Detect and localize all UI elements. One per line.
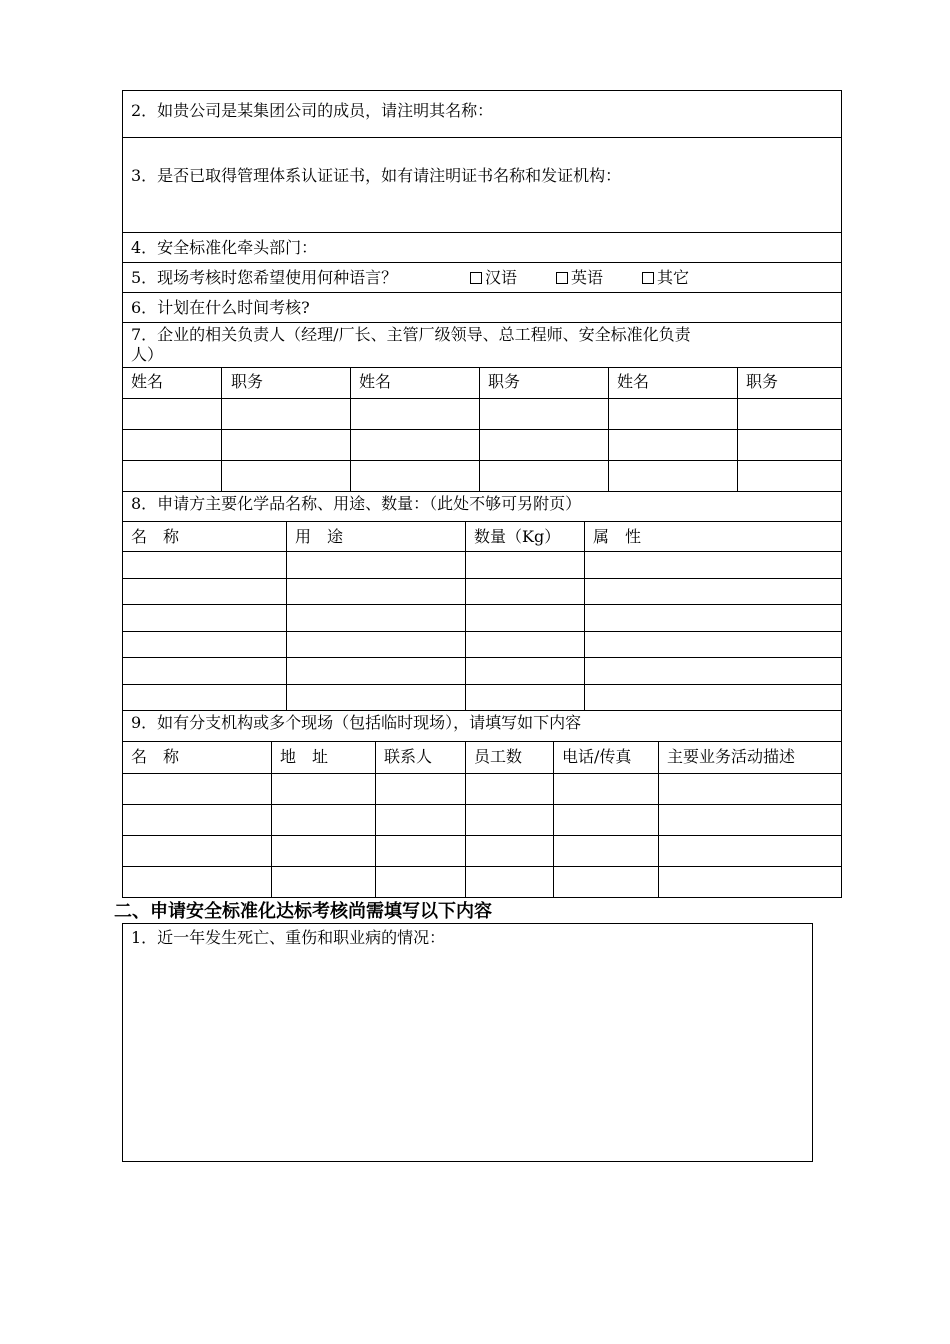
checkbox-english[interactable] (556, 272, 568, 284)
q8-header-property: 属 性 (593, 527, 642, 546)
q3-label: 3．是否已取得管理体系认证证书，如有请注明证书名称和发证机构： (131, 166, 622, 185)
q6-label: 6．计划在什么时间考核? (131, 298, 310, 317)
section-2-q1-box (122, 923, 813, 1162)
q8-header-quantity: 数量（Kg） (474, 527, 561, 546)
language-option-chinese[interactable] (470, 268, 517, 288)
q8-header-use: 用 途 (295, 527, 344, 546)
q7-header-title-1: 职务 (231, 372, 264, 391)
q7-header-title-3: 职务 (746, 372, 779, 391)
q7-header-title-2: 职务 (488, 372, 521, 391)
q7-header-name-1: 姓名 (131, 372, 164, 391)
q9-header-employees: 员工数 (474, 747, 523, 766)
checkbox-other[interactable] (642, 272, 654, 284)
q8-label: 8．申请方主要化学品名称、用途、数量：（此处不够可另附页） (131, 494, 582, 513)
q5-label: 5．现场考核时您希望使用何种语言？ (131, 268, 398, 287)
q7-label-line1: 7．企业的相关负责人（经理/厂长、主管厂级领导、总工程师、安全标准化负责 (131, 325, 691, 344)
language-option-english[interactable] (556, 268, 603, 288)
q8-header-name: 名 称 (131, 527, 180, 546)
q9-header-name: 名 称 (131, 747, 180, 766)
q9-header-business-description: 主要业务活动描述 (667, 747, 796, 766)
q2-label: 2．如贵公司是某集团公司的成员，请注明其名称： (131, 101, 494, 120)
q7-label-line2: 人） (131, 345, 164, 364)
section-2-q1-label: 1．近一年发生死亡、重伤和职业病的情况： (131, 928, 446, 947)
section-2-heading: 二、申请安全标准化达标考核尚需填写以下内容 (114, 901, 492, 922)
option-english-label: 英语 (571, 268, 604, 287)
q9-header-phone-fax: 电话/传真 (562, 747, 632, 766)
checkbox-chinese[interactable] (470, 272, 482, 284)
option-other-label: 其它 (657, 268, 690, 287)
option-chinese-label: 汉语 (485, 268, 518, 287)
q7-header-name-3: 姓名 (617, 372, 650, 391)
application-form-table (122, 90, 842, 898)
q9-header-contact: 联系人 (384, 747, 433, 766)
q9-header-address: 地 址 (280, 747, 329, 766)
q9-label: 9．如有分支机构或多个现场（包括临时现场），请填写如下内容 (131, 713, 582, 732)
q7-header-name-2: 姓名 (359, 372, 392, 391)
q4-label: 4．安全标准化牵头部门： (131, 238, 318, 257)
language-option-other[interactable] (642, 268, 689, 288)
